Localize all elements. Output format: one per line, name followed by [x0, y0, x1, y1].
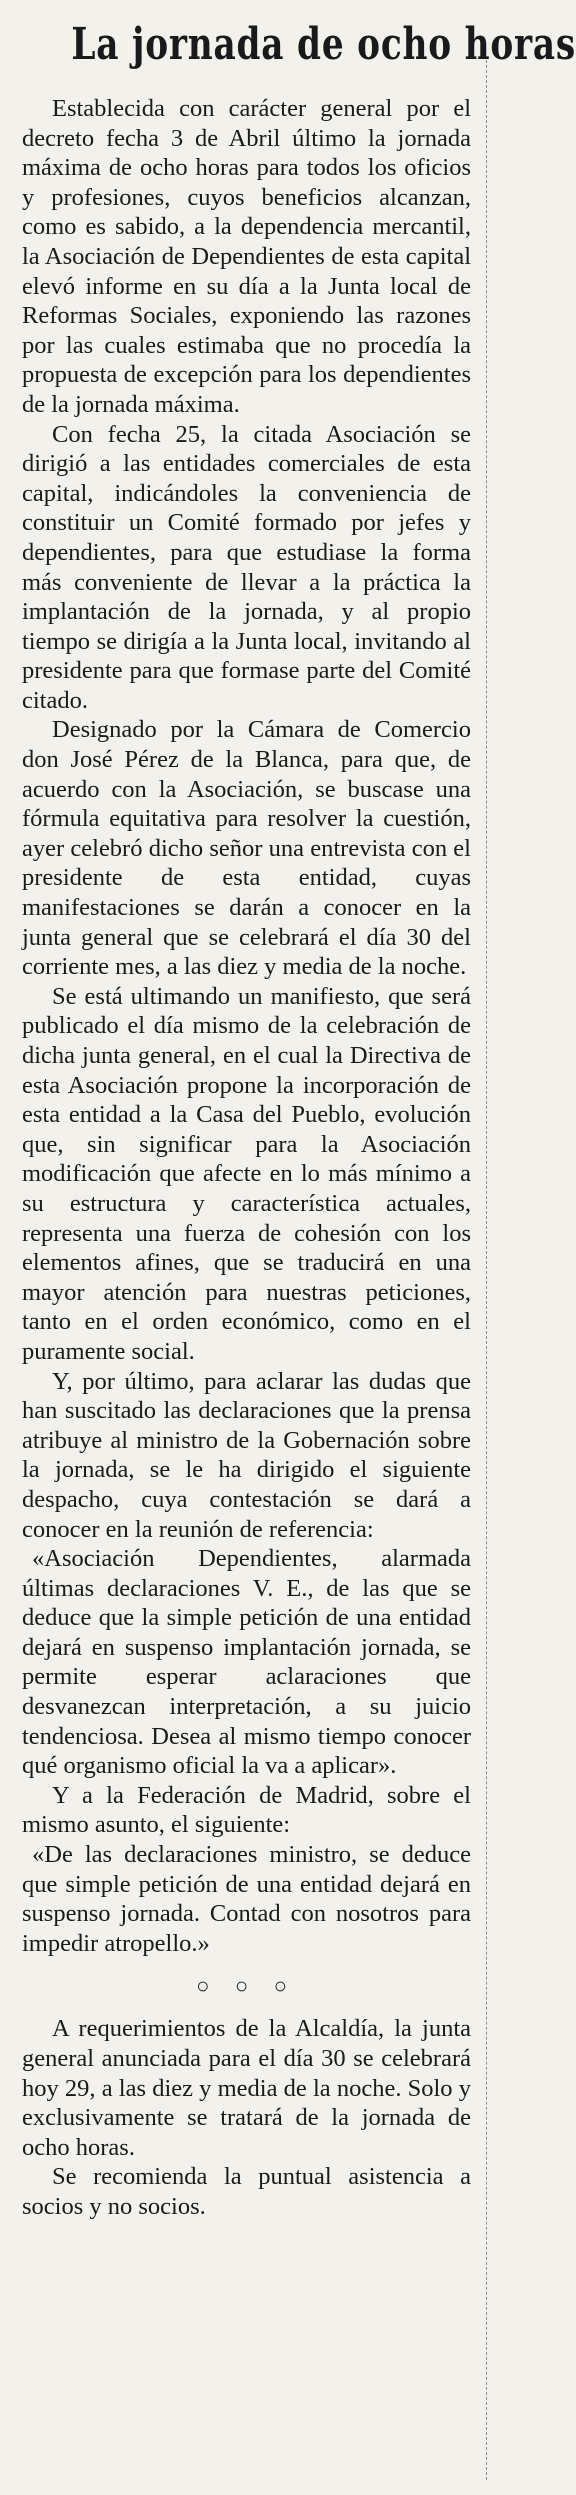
- column-rule: [485, 60, 487, 2480]
- telegram-minister: «Asociación Dependientes, alarmada últimas declaraciones V. E., de las que se deduce que la simple petición de una entidad dejará en suspenso implantación jornada, se permite esperar aclaraciones que desvanezcan interpretación, a su juicio tendenciosa. Desea al mismo tiempo conocer qué organismo oficial la va a aplicar».: [22, 1545, 471, 1780]
- paragraph-general-meeting: A requerimientos de la Alcaldía, la junta general anunciada para el día 30 se celebrará hoy 29, a las diez y media de la noche. Solo y exclusivamente se tratará de la jornada de ocho horas.: [22, 2015, 471, 2161]
- headline: La jornada de ocho horas: [71, 19, 576, 70]
- paragraph-attendance: Se recomienda la puntual asistencia a socios y no socios.: [22, 2163, 471, 2220]
- paragraph-decree: Establecida con carácter general por el decreto fecha 3 de Abril último la jornada máxima de ocho horas para todos los oficios y profesiones, cuyos beneficios alcanzan, como es sabido, a la dependencia mercantil, la Asociación de Dependientes de esta capital elevó informe en su día a la Junta local de Reformas Sociales, exponiendo las razones por las cuales estimaba que no procedía la propuesta de excepción para los dependientes de la jornada máxima.: [22, 95, 471, 418]
- paragraph-telegram-intro: Y, por último, para aclarar las dudas que han suscitado las declaraciones que la prensa atribuye al ministro de la Gobernación sobre la jornada, se le ha dirigido el siguiente despacho, cuya contestación se dará a conocer en la reunión de referencia:: [22, 1367, 471, 1543]
- telegram-federation: «De las declaraciones ministro, se deduce que simple petición de una entidad dejará en suspenso jornada. Contad con nosotros para impedir atropello.»: [22, 1841, 471, 1957]
- paragraph-manifesto: Se está ultimando un manifiesto, que será publicado el día mismo de la celebración de dicha junta general, en el cual la Directiva de esta Asociación propone la incorporación de esta entidad a la Casa del Pueblo, evolución que, sin significar para la Asociación modificación que afecte en lo más mínimo a su estructura y característica actuales, representa una fuerza de cohesión con los elementos afines, que se traducirá en una mayor atención para nuestras peticiones, tanto en el orden económico, como en el puramente social.: [22, 982, 471, 1365]
- paragraph-chamber-of-commerce: Designado por la Cámara de Comercio don José Pérez de la Blanca, para que, de acuerdo con la Asociación, se buscase una fórmula equitativa para resolver la cuestión, ayer celebró dicho señor una entrevista con el presidente de esta entidad, cuyas manifestaciones se darán a conocer en la junta general que se celebrará el día 30 del corriente mes, a las diez y media de la noche.: [22, 716, 471, 981]
- article-body: [22, 94, 471, 2222]
- section-separator: ○ ○ ○: [196, 1973, 297, 1999]
- paragraph-committee: Con fecha 25, la citada Asociación se dirigió a las entidades comerciales de esta capital, indicándoles la conveniencia de constituir un Comité formado por jefes y dependientes, para que estudiase la forma más conveniente de llevar a la práctica la implantación de la jornada, y al propio tiempo se dirigía a la Junta local, invitando al presidente para que formase parte del Comité citado.: [22, 420, 471, 714]
- paragraph-federation-intro: Y a la Federación de Madrid, sobre el mismo asunto, el siguiente:: [22, 1781, 471, 1839]
